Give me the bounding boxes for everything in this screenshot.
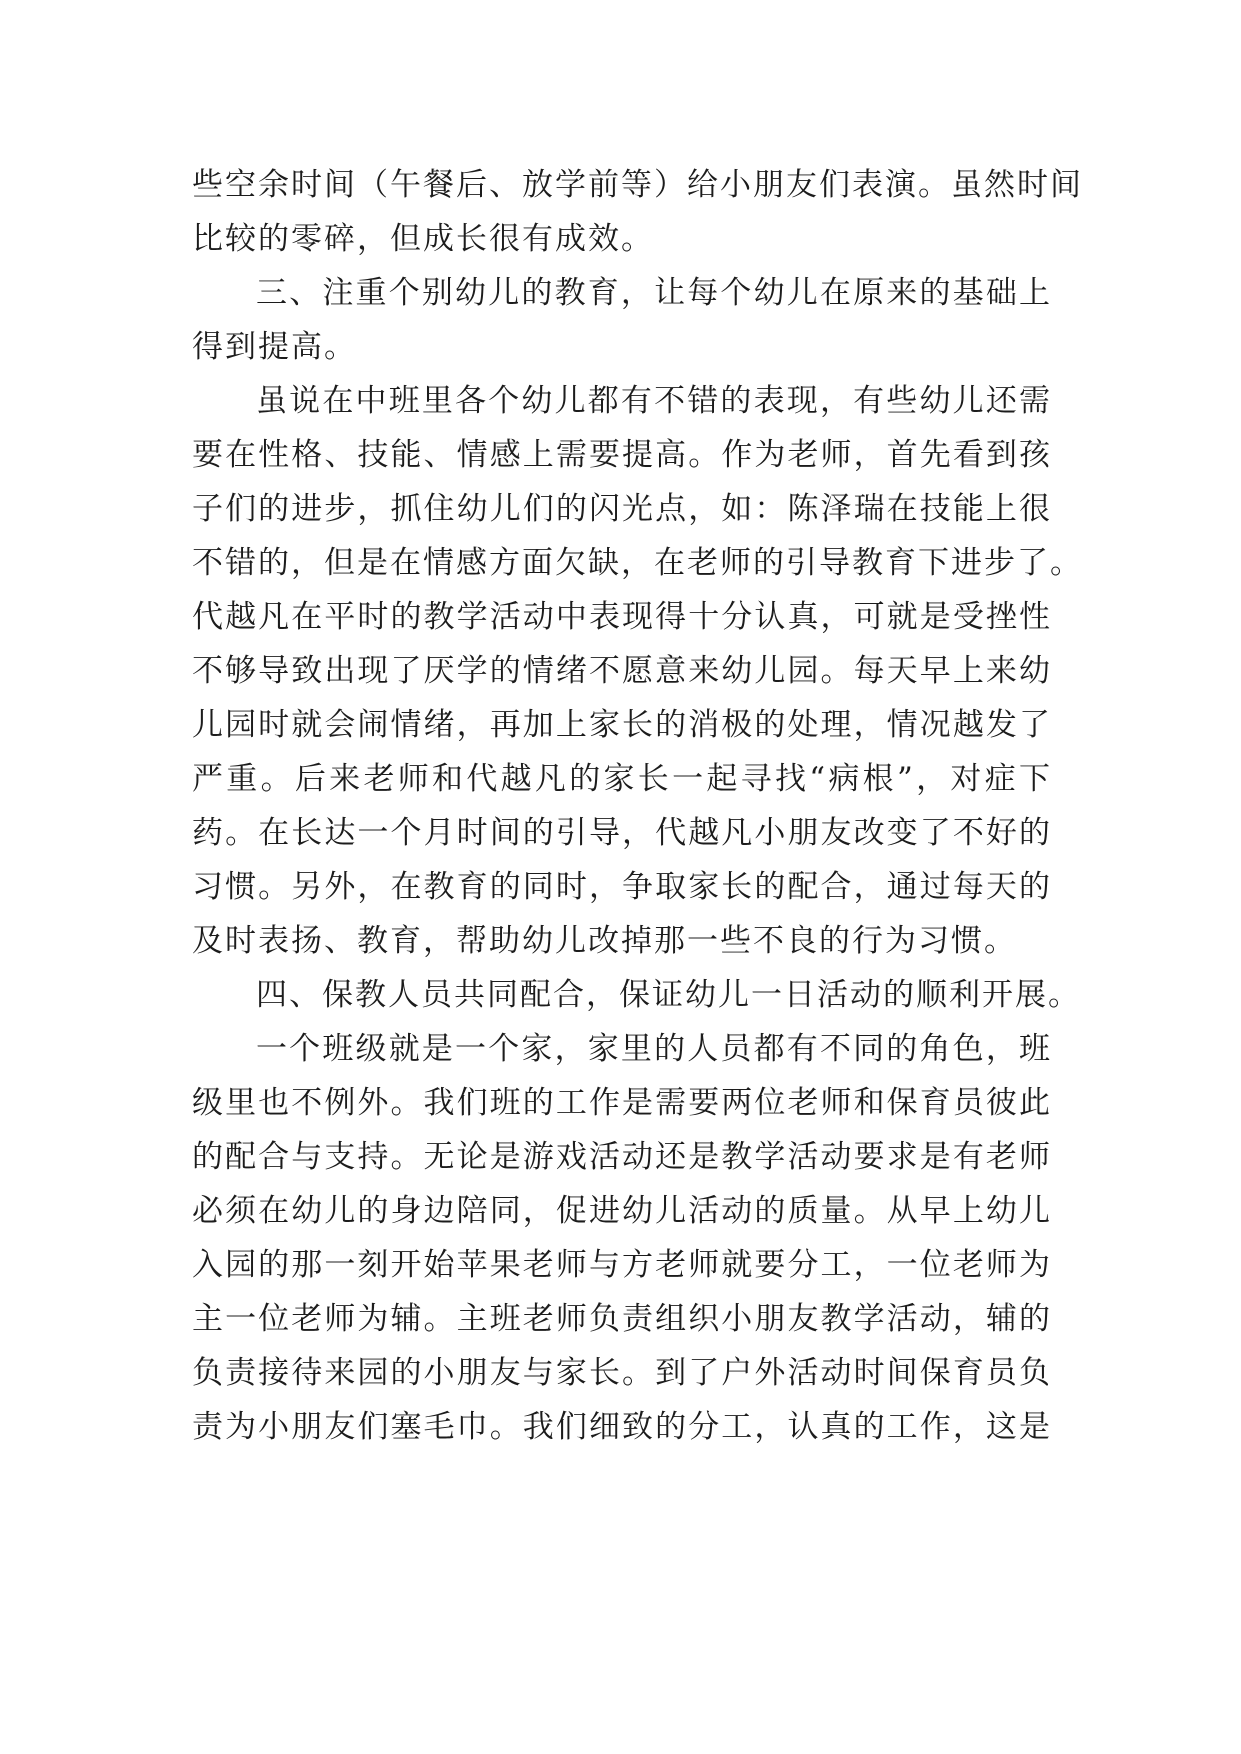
text-line: 习惯。另外，在教育的同时，争取家长的配合，通过每天的 (192, 869, 1052, 905)
section-heading: 三、注重个别幼儿的教育，让每个幼儿在原来的基础上 (256, 275, 1052, 311)
text-line: 责为小朋友们塞毛巾。我们细致的分工，认真的工作，这是 (192, 1409, 1052, 1445)
text-line: 子们的进步，抓住幼儿们的闪光点，如：陈泽瑞在技能上很 (192, 491, 1052, 527)
text-line: 级里也不例外。我们班的工作是需要两位老师和保育员彼此 (192, 1085, 1052, 1121)
text-line: 的配合与支持。无论是游戏活动还是教学活动要求是有老师 (192, 1139, 1052, 1175)
body-text (192, 158, 1083, 1454)
text-line: 一个班级就是一个家，家里的人员都有不同的角色，班 (256, 1031, 1052, 1067)
text-line: 儿园时就会闹情绪，再加上家长的消极的处理，情况越发了 (192, 707, 1052, 743)
text-line: 代越凡在平时的教学活动中表现得十分认真，可就是受挫性 (192, 599, 1052, 635)
text-line: 必须在幼儿的身边陪同，促进幼儿活动的质量。从早上幼儿 (192, 1193, 1052, 1229)
text-line: 虽说在中班里各个幼儿都有不错的表现，有些幼儿还需 (256, 383, 1052, 419)
section-heading: 得到提高。 (192, 329, 357, 365)
text-line: 严重。后来老师和代越凡的家长一起寻找“病根”，对症下 (192, 761, 1052, 797)
section-heading: 四、保教人员共同配合，保证幼儿一日活动的顺利开展。 (256, 977, 1081, 1013)
text-line: 主一位老师为辅。主班老师负责组织小朋友教学活动，辅的 (192, 1301, 1052, 1337)
text-line: 些空余时间（午餐后、放学前等）给小朋友们表演。虽然时间 (192, 167, 1083, 203)
text-line: 要在性格、技能、情感上需要提高。作为老师，首先看到孩 (192, 437, 1052, 473)
text-line: 比较的零碎，但成长很有成效。 (192, 221, 654, 257)
text-line: 及时表扬、教育，帮助幼儿改掉那一些不良的行为习惯。 (192, 923, 1017, 959)
text-line: 药。在长达一个月时间的引导，代越凡小朋友改变了不好的 (192, 815, 1052, 851)
text-line: 不错的，但是在情感方面欠缺，在老师的引导教育下进步了。 (192, 545, 1083, 581)
text-line: 入园的那一刻开始苹果老师与方老师就要分工，一位老师为 (192, 1247, 1052, 1283)
text-line: 不够导致出现了厌学的情绪不愿意来幼儿园。每天早上来幼 (192, 653, 1052, 689)
text-line: 负责接待来园的小朋友与家长。到了户外活动时间保育员负 (192, 1355, 1052, 1391)
